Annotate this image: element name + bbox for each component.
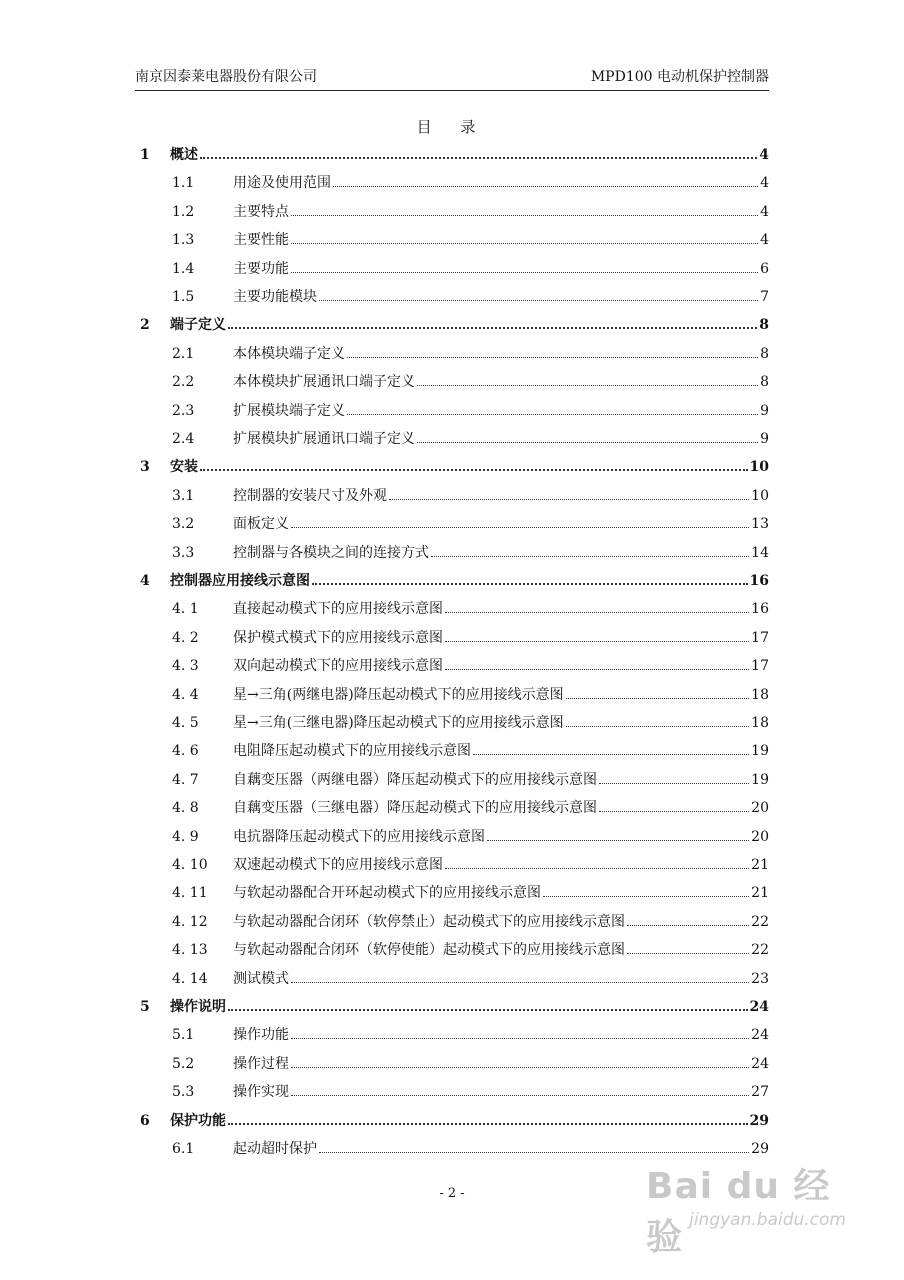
toc-entry[interactable] bbox=[0, 259, 904, 279]
toc-entry-number: 3 bbox=[140, 459, 150, 475]
toc-entry-row bbox=[233, 656, 769, 676]
toc-entry-page: 22 bbox=[751, 914, 769, 930]
toc-entry-row bbox=[233, 1025, 769, 1045]
toc-entry-number: 1.3 bbox=[172, 232, 195, 248]
toc-entry-number: 4. 2 bbox=[172, 630, 199, 646]
toc-entry[interactable] bbox=[0, 429, 904, 449]
toc-entry-row bbox=[233, 1139, 769, 1159]
toc-entry-page: 7 bbox=[760, 289, 769, 305]
toc-entry-title: 操作实现 bbox=[233, 1084, 289, 1100]
toc-entry[interactable] bbox=[0, 1111, 904, 1131]
watermark-url: jingyan.baidu.com bbox=[689, 1210, 846, 1230]
toc-entry-page: 18 bbox=[751, 687, 769, 703]
toc-entry-page: 19 bbox=[751, 743, 769, 759]
toc-entry-row bbox=[233, 940, 769, 960]
toc-dot-leader bbox=[333, 186, 758, 187]
toc-entry-number: 4. 11 bbox=[172, 885, 208, 901]
toc-entry-title: 端子定义 bbox=[170, 317, 226, 333]
toc-entry-title: 起动超时保护 bbox=[233, 1141, 317, 1157]
toc-entry[interactable] bbox=[0, 1082, 904, 1102]
toc-entry-title: 安装 bbox=[170, 459, 198, 475]
toc-entry-number: 4. 13 bbox=[172, 942, 208, 958]
toc-entry[interactable] bbox=[0, 798, 904, 818]
toc-dot-leader bbox=[291, 243, 758, 244]
toc-entry[interactable] bbox=[0, 514, 904, 534]
toc-entry[interactable] bbox=[0, 940, 904, 960]
toc-dot-leader bbox=[291, 272, 758, 273]
toc-entry-number: 6 bbox=[140, 1113, 150, 1129]
toc-entry-page: 29 bbox=[751, 1141, 769, 1157]
toc-entry[interactable] bbox=[0, 230, 904, 250]
toc-entry-page: 17 bbox=[751, 630, 769, 646]
toc-entry-row bbox=[233, 969, 769, 989]
toc-entry-number: 4. 14 bbox=[172, 971, 208, 987]
toc-entry-row bbox=[233, 287, 769, 307]
toc-entry-number: 1.2 bbox=[172, 204, 195, 220]
toc-entry-page: 23 bbox=[751, 971, 769, 987]
watermark-logo: Bai du 经验 bbox=[646, 1166, 831, 1258]
toc-entry-number: 1.1 bbox=[172, 175, 195, 191]
toc-entry-page: 8 bbox=[760, 346, 769, 362]
toc-entry-page: 9 bbox=[760, 403, 769, 419]
toc-entry[interactable] bbox=[0, 401, 904, 421]
toc-entry[interactable] bbox=[0, 770, 904, 790]
toc-entry-row bbox=[233, 1054, 769, 1074]
toc-entry-row bbox=[170, 457, 769, 477]
toc-entry-number: 4. 7 bbox=[172, 772, 199, 788]
toc-entry-number: 1 bbox=[140, 147, 150, 163]
toc-entry-number: 6.1 bbox=[172, 1141, 195, 1157]
toc-entry-title: 星→三角(两继电器)降压起动模式下的应用接线示意图 bbox=[233, 687, 564, 703]
toc-entry-title: 与软起动器配合闭环（软停禁止）起动模式下的应用接线示意图 bbox=[233, 914, 625, 930]
toc-entry-page: 4 bbox=[759, 147, 769, 163]
toc-entry-page: 20 bbox=[751, 829, 769, 845]
toc-entry-title: 自藕变压器（三继电器）降压起动模式下的应用接线示意图 bbox=[233, 800, 597, 816]
toc-entry-title: 主要功能模块 bbox=[233, 289, 317, 305]
toc-entry-title: 操作功能 bbox=[233, 1027, 289, 1043]
toc-entry-row bbox=[233, 855, 769, 875]
toc-entry-page: 17 bbox=[751, 658, 769, 674]
toc-entry-title: 本体模块端子定义 bbox=[233, 346, 345, 362]
toc-entry[interactable] bbox=[0, 571, 904, 591]
toc-dot-leader bbox=[566, 726, 750, 727]
toc-entry-page: 27 bbox=[751, 1084, 769, 1100]
toc-dot-leader bbox=[487, 840, 749, 841]
toc-entry-title: 操作过程 bbox=[233, 1056, 289, 1072]
toc-entry-row bbox=[233, 912, 769, 932]
toc-entry-title: 测试模式 bbox=[233, 971, 289, 987]
toc-dot-leader bbox=[291, 215, 758, 216]
toc-entry-page: 19 bbox=[751, 772, 769, 788]
toc-entry-page: 10 bbox=[751, 488, 769, 504]
toc-dot-leader bbox=[566, 698, 750, 699]
toc-dot-leader bbox=[445, 612, 749, 613]
toc-entry-page: 18 bbox=[751, 715, 769, 731]
toc-dot-leader bbox=[228, 327, 757, 329]
toc-entry-page: 8 bbox=[759, 317, 769, 333]
toc-entry[interactable] bbox=[0, 486, 904, 506]
toc-entry-page: 4 bbox=[760, 204, 769, 220]
toc-entry[interactable] bbox=[0, 372, 904, 392]
toc-entry-row bbox=[233, 230, 769, 250]
toc-entry[interactable] bbox=[0, 628, 904, 648]
toc-entry[interactable] bbox=[0, 827, 904, 847]
toc-entry[interactable] bbox=[0, 997, 904, 1017]
toc-entry-title: 双向起动模式下的应用接线示意图 bbox=[233, 658, 443, 674]
toc-entry[interactable] bbox=[0, 713, 904, 733]
toc-dot-leader bbox=[543, 896, 749, 897]
toc-dot-leader bbox=[291, 527, 749, 528]
toc-entry-title: 直接起动模式下的应用接线示意图 bbox=[233, 601, 443, 617]
toc-dot-leader bbox=[389, 499, 749, 500]
toc-entry-page: 29 bbox=[749, 1113, 769, 1129]
toc-entry-row bbox=[233, 344, 769, 364]
toc-entry[interactable] bbox=[0, 1054, 904, 1074]
toc-entry-number: 4. 12 bbox=[172, 914, 208, 930]
toc-entry-number: 4 bbox=[140, 573, 150, 589]
toc-entry-row bbox=[233, 259, 769, 279]
toc-dot-leader bbox=[228, 1009, 748, 1011]
page-header bbox=[135, 64, 769, 91]
toc-entry-title: 主要性能 bbox=[233, 232, 289, 248]
toc-entry-number: 3.3 bbox=[172, 545, 195, 561]
toc-entry-page: 24 bbox=[751, 1027, 769, 1043]
toc-entry[interactable] bbox=[0, 344, 904, 364]
toc-entry-row bbox=[233, 514, 769, 534]
toc-entry-row bbox=[233, 713, 769, 733]
toc-dot-leader bbox=[200, 157, 757, 159]
toc-entry-title: 电阻降压起动模式下的应用接线示意图 bbox=[233, 743, 471, 759]
toc-entry-page: 14 bbox=[751, 545, 769, 561]
toc-dot-leader bbox=[417, 385, 758, 386]
toc-entry-row bbox=[233, 827, 769, 847]
toc-entry-row bbox=[233, 798, 769, 818]
toc-entry-page: 4 bbox=[760, 175, 769, 191]
toc-dot-leader bbox=[347, 357, 758, 358]
toc-entry-title: 保护模式模式下的应用接线示意图 bbox=[233, 630, 443, 646]
toc-entry-number: 1.5 bbox=[172, 289, 195, 305]
toc-dot-leader bbox=[627, 925, 749, 926]
toc-entry-number: 4. 1 bbox=[172, 601, 199, 617]
toc-entry-title: 与软起动器配合开环起动模式下的应用接线示意图 bbox=[233, 885, 541, 901]
toc-entry-number: 5 bbox=[140, 999, 150, 1015]
toc-entry-row bbox=[233, 1082, 769, 1102]
toc-entry-page: 21 bbox=[751, 885, 769, 901]
toc-entry-row bbox=[233, 486, 769, 506]
toc-entry-page: 16 bbox=[751, 601, 769, 617]
toc-dot-leader bbox=[473, 754, 749, 755]
toc-entry-row bbox=[233, 202, 769, 222]
toc-dot-leader bbox=[445, 669, 749, 670]
toc-entry-page: 8 bbox=[760, 374, 769, 390]
toc-entry-page: 24 bbox=[749, 999, 769, 1015]
toc-entry-number: 3.1 bbox=[172, 488, 195, 504]
toc-entry-number: 4. 10 bbox=[172, 857, 208, 873]
toc-entry-title: 主要功能 bbox=[233, 261, 289, 277]
toc-entry-number: 2.4 bbox=[172, 431, 195, 447]
toc-dot-leader bbox=[599, 811, 749, 812]
toc-entry-number: 2 bbox=[140, 317, 150, 333]
toc-entry-title: 控制器与各模块之间的连接方式 bbox=[233, 545, 429, 561]
toc-entry-row bbox=[170, 315, 769, 335]
toc-entry-row bbox=[233, 628, 769, 648]
toc-entry-row bbox=[233, 883, 769, 903]
toc-entry-page: 21 bbox=[751, 857, 769, 873]
toc-dot-leader bbox=[319, 1152, 749, 1153]
toc-entry-row bbox=[170, 997, 769, 1017]
toc-entry-title: 本体模块扩展通讯口端子定义 bbox=[233, 374, 415, 390]
page-number: - 2 - bbox=[439, 1186, 465, 1201]
toc-entry-page: 9 bbox=[760, 431, 769, 447]
toc-entry-number: 2.3 bbox=[172, 403, 195, 419]
toc-entry-row bbox=[170, 1111, 769, 1131]
toc-dot-leader bbox=[291, 982, 749, 983]
toc-entry-number: 4. 5 bbox=[172, 715, 199, 731]
toc-entry[interactable] bbox=[0, 685, 904, 705]
toc-entry-title: 电抗器降压起动模式下的应用接线示意图 bbox=[233, 829, 485, 845]
toc-entry-title: 面板定义 bbox=[233, 516, 289, 532]
toc-dot-leader bbox=[417, 442, 758, 443]
toc-entry[interactable] bbox=[0, 1025, 904, 1045]
toc-title: 目 录 bbox=[416, 118, 488, 136]
toc-dot-leader bbox=[200, 469, 748, 471]
toc-entry[interactable] bbox=[0, 173, 904, 193]
toc-entry[interactable] bbox=[0, 741, 904, 761]
toc-entry-number: 2.2 bbox=[172, 374, 195, 390]
toc-dot-leader bbox=[291, 1067, 749, 1068]
toc-dot-leader bbox=[599, 783, 749, 784]
toc-entry-number: 5.2 bbox=[172, 1056, 195, 1072]
toc-entry-title: 扩展模块扩展通讯口端子定义 bbox=[233, 431, 415, 447]
toc-entry-page: 16 bbox=[749, 573, 769, 589]
toc-entry-title: 操作说明 bbox=[170, 999, 226, 1015]
toc-entry[interactable] bbox=[0, 912, 904, 932]
toc-entry[interactable] bbox=[0, 969, 904, 989]
toc-entry-row bbox=[233, 173, 769, 193]
toc-entry-number: 2.1 bbox=[172, 346, 195, 362]
toc-entry-title: 保护功能 bbox=[170, 1113, 226, 1129]
toc-entry-row bbox=[170, 571, 769, 591]
toc-entry-title: 控制器应用接线示意图 bbox=[170, 573, 310, 589]
toc-dot-leader bbox=[291, 1095, 749, 1096]
toc-entry-row bbox=[233, 741, 769, 761]
toc-dot-leader bbox=[319, 300, 758, 301]
toc-entry-title: 概述 bbox=[170, 147, 198, 163]
toc-entry-number: 5.3 bbox=[172, 1084, 195, 1100]
baidu-watermark bbox=[646, 1158, 846, 1258]
toc-entry-page: 24 bbox=[751, 1056, 769, 1072]
toc-entry-title: 控制器的安装尺寸及外观 bbox=[233, 488, 387, 504]
toc-entry-number: 3.2 bbox=[172, 516, 195, 532]
toc-entry-title: 自藕变压器（两继电器）降压起动模式下的应用接线示意图 bbox=[233, 772, 597, 788]
toc-entry-row bbox=[170, 145, 769, 165]
product-name: MPD100 电动机保护控制器 bbox=[590, 69, 769, 85]
toc-entry-row bbox=[233, 429, 769, 449]
toc-entry[interactable] bbox=[0, 315, 904, 335]
toc-entry[interactable] bbox=[0, 457, 904, 477]
toc-entry-number: 5.1 bbox=[172, 1027, 195, 1043]
toc-dot-leader bbox=[347, 414, 758, 415]
toc-entry-title: 扩展模块端子定义 bbox=[233, 403, 345, 419]
toc-entry[interactable] bbox=[0, 202, 904, 222]
toc-entry-page: 10 bbox=[749, 459, 769, 475]
toc-entry[interactable] bbox=[0, 656, 904, 676]
toc-entry-row bbox=[233, 599, 769, 619]
toc-entry-number: 4. 9 bbox=[172, 829, 199, 845]
toc-entry-title: 主要特点 bbox=[233, 204, 289, 220]
toc-entry-page: 22 bbox=[751, 942, 769, 958]
toc-entry[interactable] bbox=[0, 543, 904, 563]
toc-entry-number: 4. 3 bbox=[172, 658, 199, 674]
company-name: 南京因泰莱电器股份有限公司 bbox=[135, 69, 317, 85]
toc-dot-leader bbox=[228, 1123, 748, 1125]
toc-dot-leader bbox=[445, 641, 749, 642]
toc-entry-row bbox=[233, 770, 769, 790]
toc-entry-number: 4. 6 bbox=[172, 743, 199, 759]
toc-entry-title: 双速起动模式下的应用接线示意图 bbox=[233, 857, 443, 873]
toc-dot-leader bbox=[445, 868, 749, 869]
toc-entry[interactable] bbox=[0, 855, 904, 875]
toc-entry-page: 20 bbox=[751, 800, 769, 816]
toc-entry-title: 与软起动器配合闭环（软停使能）起动模式下的应用接线示意图 bbox=[233, 942, 625, 958]
toc-dot-leader bbox=[431, 556, 749, 557]
toc-dot-leader bbox=[627, 953, 749, 954]
toc-entry-page: 6 bbox=[760, 261, 769, 277]
toc-entry-row bbox=[233, 543, 769, 563]
toc-entry[interactable] bbox=[0, 145, 904, 165]
toc-entry-row bbox=[233, 401, 769, 421]
toc-entry-row bbox=[233, 685, 769, 705]
toc-entry[interactable] bbox=[0, 287, 904, 307]
toc-dot-leader bbox=[312, 583, 748, 585]
toc-entry[interactable] bbox=[0, 1139, 904, 1159]
toc-entry[interactable] bbox=[0, 599, 904, 619]
toc-entry-page: 4 bbox=[760, 232, 769, 248]
toc-entry[interactable] bbox=[0, 883, 904, 903]
toc-entry-page: 13 bbox=[751, 516, 769, 532]
toc-entry-title: 星→三角(三继电器)降压起动模式下的应用接线示意图 bbox=[233, 715, 564, 731]
toc-entry-number: 4. 4 bbox=[172, 687, 199, 703]
toc-entry-title: 用途及使用范围 bbox=[233, 175, 331, 191]
toc-dot-leader bbox=[291, 1038, 749, 1039]
toc-entry-number: 4. 8 bbox=[172, 800, 199, 816]
toc-entry-number: 1.4 bbox=[172, 261, 195, 277]
toc-entry-row bbox=[233, 372, 769, 392]
